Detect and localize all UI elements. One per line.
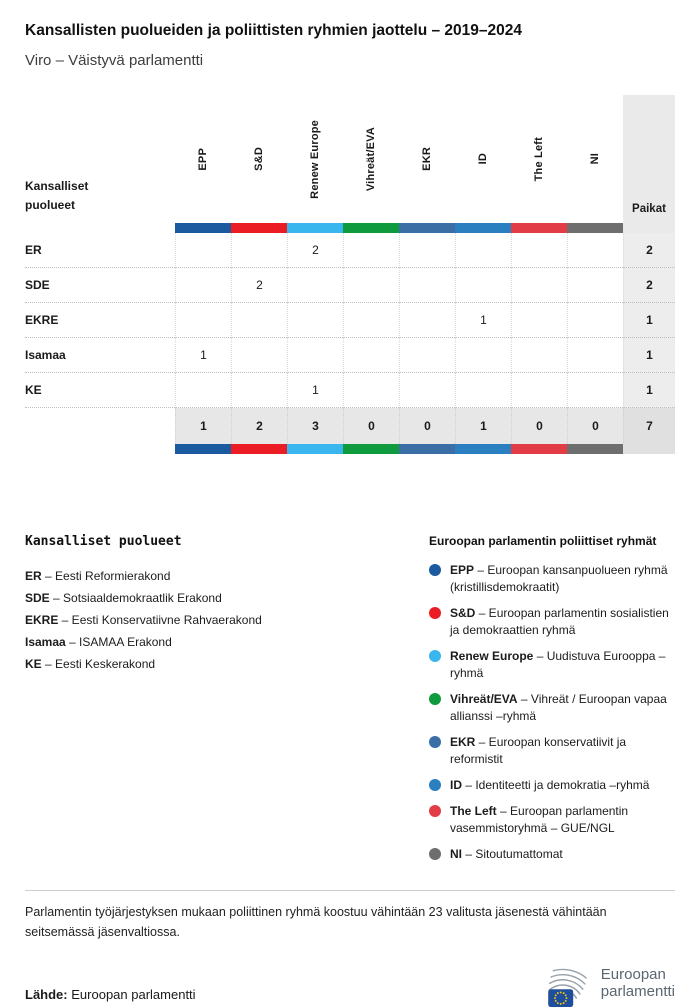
seat-cell-ke-ekr xyxy=(399,373,455,408)
group-abbr: ID xyxy=(450,778,462,793)
page-subtitle: Viro – Väistyvä parlamentti xyxy=(25,52,204,69)
group-color-dot-renew-europe xyxy=(429,650,441,662)
group-color-dot-the-left xyxy=(429,805,441,817)
seat-cell-er-s-d xyxy=(231,233,287,268)
group-color-bar-id xyxy=(455,223,511,233)
footer xyxy=(25,958,675,1008)
group-legend-text: EPP – Euroopan kansanpuolueen ryhmä (kristillisdemokraatit) xyxy=(450,563,668,595)
group-legend-text: NI – Sitoutumattomat xyxy=(450,847,563,862)
group-color-dot-ni xyxy=(429,848,441,860)
legends xyxy=(25,534,675,872)
seat-cell-er-ekr xyxy=(399,233,455,268)
seat-cell-ke-ni xyxy=(567,373,623,408)
seat-cell-isamaa-id xyxy=(455,338,511,373)
group-color-dot-id xyxy=(429,779,441,791)
political-groups-heading: Euroopan parlamentin poliittiset ryhmät xyxy=(429,534,657,548)
row-seat-total-sde: 2 xyxy=(623,268,675,303)
political-groups-legend xyxy=(429,534,675,872)
group-color-bar-bottom-vihre-t-eva xyxy=(343,444,399,454)
group-header-s-d xyxy=(231,95,287,223)
group-abbr: Vihreät/EVA xyxy=(450,692,518,707)
national-parties-legend xyxy=(25,534,429,872)
bar-row-spacer xyxy=(25,223,175,233)
party-legend-item-er: ER – Eesti Reformierakond xyxy=(25,569,171,583)
party-label-sde: SDE xyxy=(25,268,175,303)
seat-cell-sde-epp xyxy=(175,268,231,303)
party-abbr: KE xyxy=(25,657,42,671)
group-color-bar-ni xyxy=(567,223,623,233)
group-header-epp xyxy=(175,95,231,223)
group-legend-text: The Left – Euroopan parlamentin vasemmistoryhmä – GUE/NGL xyxy=(450,804,629,836)
group-color-bar-renew-europe xyxy=(287,223,343,233)
group-color-bar-vihre-t-eva xyxy=(343,223,399,233)
group-legend-text: Renew Europe – Uudistuva Eurooppa –ryhmä xyxy=(450,649,666,681)
seat-cell-er-epp xyxy=(175,233,231,268)
group-color-bar-bottom-epp xyxy=(175,444,231,454)
seat-cell-ke-epp xyxy=(175,373,231,408)
bottom-bar-spacer xyxy=(25,444,175,454)
seat-cell-isamaa-the-left xyxy=(511,338,567,373)
group-total-the-left: 0 xyxy=(511,408,567,444)
seat-cell-ekre-ekr xyxy=(399,303,455,338)
political-groups-list xyxy=(429,562,675,863)
group-total-vihre-t-eva: 0 xyxy=(343,408,399,444)
group-color-dot-ekr xyxy=(429,736,441,748)
party-abbr: SDE xyxy=(25,591,50,605)
group-legend-item-ekr xyxy=(429,734,675,768)
party-label-ke: KE xyxy=(25,373,175,408)
party-abbr: EKRE xyxy=(25,613,59,627)
group-abbr: The Left xyxy=(450,804,497,819)
seat-cell-sde-id xyxy=(455,268,511,303)
group-legend-text: ID – Identiteetti ja demokratia –ryhmä xyxy=(450,778,650,793)
ep-logo-line1: Euroopan xyxy=(600,965,666,983)
seats-grand-total: 7 xyxy=(623,408,675,444)
group-color-bar-bottom-id xyxy=(455,444,511,454)
group-legend-item-renew-europe xyxy=(429,648,675,682)
seats-col-fill-bottom xyxy=(623,444,675,454)
party-abbr: ER xyxy=(25,569,42,583)
source-label: Lähde: xyxy=(25,987,68,1003)
group-color-bar-s-d xyxy=(231,223,287,233)
group-header-id xyxy=(455,95,511,223)
group-header-ekr xyxy=(399,95,455,223)
seat-cell-er-renew-europe: 2 xyxy=(287,233,343,268)
group-legend-item-epp xyxy=(429,562,675,596)
group-header-label: S&D xyxy=(253,147,265,171)
group-total-renew-europe: 3 xyxy=(287,408,343,444)
group-color-bar-bottom-s-d xyxy=(231,444,287,454)
group-color-bar-bottom-ni xyxy=(567,444,623,454)
group-total-epp: 1 xyxy=(175,408,231,444)
group-header-label: The Left xyxy=(533,136,545,182)
group-legend-text: S&D – Euroopan parlamentin sosialistien ja demokraattien ryhmä xyxy=(450,606,669,638)
seat-cell-ke-vihre-t-eva xyxy=(343,373,399,408)
seat-cell-er-ni xyxy=(567,233,623,268)
source-line xyxy=(25,987,196,1008)
party-legend-item-ke: KE – Eesti Keskerakond xyxy=(25,657,156,671)
seats-col-fill xyxy=(623,223,675,233)
seat-cell-ke-renew-europe: 1 xyxy=(287,373,343,408)
national-parties-list xyxy=(25,565,429,675)
seat-cell-sde-ekr xyxy=(399,268,455,303)
group-total-ekr: 0 xyxy=(399,408,455,444)
seat-cell-ekre-epp xyxy=(175,303,231,338)
group-header-label: EPP xyxy=(197,147,209,171)
seat-cell-sde-renew-europe xyxy=(287,268,343,303)
group-color-bar-ekr xyxy=(399,223,455,233)
group-header-label: Vihreät/EVA xyxy=(365,126,377,192)
group-header-vihre-t-eva xyxy=(343,95,399,223)
row-seat-total-ke: 1 xyxy=(623,373,675,408)
group-color-bar-the-left xyxy=(511,223,567,233)
seats-header: Paikat xyxy=(623,95,675,223)
page-title: Kansallisten puolueiden ja poliittisten ryhmien jaottelu – 2019–2024 xyxy=(25,22,523,39)
seat-cell-isamaa-epp: 1 xyxy=(175,338,231,373)
seat-cell-sde-the-left xyxy=(511,268,567,303)
seat-cell-er-id xyxy=(455,233,511,268)
group-header-label: Renew Europe xyxy=(309,119,321,199)
group-legend-item-the-left xyxy=(429,803,675,837)
seat-cell-ekre-id: 1 xyxy=(455,303,511,338)
group-abbr: Renew Europe xyxy=(450,649,534,664)
group-color-bar-bottom-the-left xyxy=(511,444,567,454)
totals-spacer xyxy=(25,408,175,444)
ep-logo-wordmark xyxy=(601,966,675,1001)
group-color-dot-s-d xyxy=(429,607,441,619)
seat-cell-ekre-vihre-t-eva xyxy=(343,303,399,338)
row-seat-total-isamaa: 1 xyxy=(623,338,675,373)
group-header-label: NI xyxy=(589,153,601,165)
seat-cell-isamaa-ni xyxy=(567,338,623,373)
group-total-s-d: 2 xyxy=(231,408,287,444)
party-label-ekre: EKRE xyxy=(25,303,175,338)
ep-logo-icon xyxy=(543,958,593,1008)
footnote: Parlamentin työjärjestyksen mukaan poliittinen ryhmä koostuu vähintään 23 valitusta jäsenestä vähintään seitsemässä jäsenvaltiossa. xyxy=(25,890,675,942)
group-abbr: EPP xyxy=(450,563,475,577)
group-header-label: ID xyxy=(477,153,489,165)
group-total-id: 1 xyxy=(455,408,511,444)
group-legend-item-id xyxy=(429,777,675,794)
group-header-ni xyxy=(567,95,623,223)
seat-cell-isamaa-vihre-t-eva xyxy=(343,338,399,373)
seat-cell-er-the-left xyxy=(511,233,567,268)
group-abbr: EKR xyxy=(450,735,476,750)
seat-cell-isamaa-s-d xyxy=(231,338,287,373)
group-legend-item-vihre-t-eva xyxy=(429,691,675,725)
row-header-label: Kansalliset puolueet xyxy=(25,178,89,212)
group-header-the-left xyxy=(511,95,567,223)
group-abbr: S&D xyxy=(450,606,476,621)
group-color-bar-bottom-renew-europe xyxy=(287,444,343,454)
seat-cell-isamaa-renew-europe xyxy=(287,338,343,373)
group-color-bar-epp xyxy=(175,223,231,233)
seat-cell-ke-id xyxy=(455,373,511,408)
party-legend-item-sde: SDE – Sotsiaaldemokraatlik Erakond xyxy=(25,591,222,605)
seat-cell-ekre-s-d xyxy=(231,303,287,338)
group-total-ni: 0 xyxy=(567,408,623,444)
seat-cell-sde-ni xyxy=(567,268,623,303)
party-legend-item-isamaa: Isamaa – ISAMAA Erakond xyxy=(25,635,172,649)
group-color-bar-bottom-ekr xyxy=(399,444,455,454)
seat-cell-ke-the-left xyxy=(511,373,567,408)
group-legend-item-ni xyxy=(429,846,675,863)
seat-cell-sde-vihre-t-eva xyxy=(343,268,399,303)
distribution-table xyxy=(25,95,675,454)
ep-logo xyxy=(543,958,675,1008)
ep-logo-line2: parlamentti xyxy=(600,983,675,1001)
row-seat-total-ekre: 1 xyxy=(623,303,675,338)
seat-cell-ke-s-d xyxy=(231,373,287,408)
source-value: Euroopan parlamentti xyxy=(71,987,196,1003)
seat-cell-isamaa-ekr xyxy=(399,338,455,373)
national-parties-heading: Kansalliset puolueet xyxy=(25,534,182,549)
group-abbr: NI xyxy=(450,847,462,862)
row-seat-total-er: 2 xyxy=(623,233,675,268)
seat-cell-ekre-the-left xyxy=(511,303,567,338)
group-color-dot-epp xyxy=(429,564,441,576)
seat-cell-ekre-renew-europe xyxy=(287,303,343,338)
group-legend-text: EKR – Euroopan konservatiivit ja reformistit xyxy=(450,735,627,767)
seat-cell-sde-s-d: 2 xyxy=(231,268,287,303)
group-header-renew-europe xyxy=(287,95,343,223)
party-abbr: Isamaa xyxy=(25,635,66,649)
group-header-label: EKR xyxy=(421,147,433,171)
seat-cell-er-vihre-t-eva xyxy=(343,233,399,268)
group-color-dot-vihre-t-eva xyxy=(429,693,441,705)
group-legend-text: Vihreät/EVA – Vihreät / Euroopan vapaa allianssi –ryhmä xyxy=(450,692,667,724)
party-label-er: ER xyxy=(25,233,175,268)
party-legend-item-ekre: EKRE – Eesti Konservatiivne Rahvaerakond xyxy=(25,613,262,627)
seat-cell-ekre-ni xyxy=(567,303,623,338)
group-legend-item-s-d xyxy=(429,605,675,639)
party-label-isamaa: Isamaa xyxy=(25,338,175,373)
